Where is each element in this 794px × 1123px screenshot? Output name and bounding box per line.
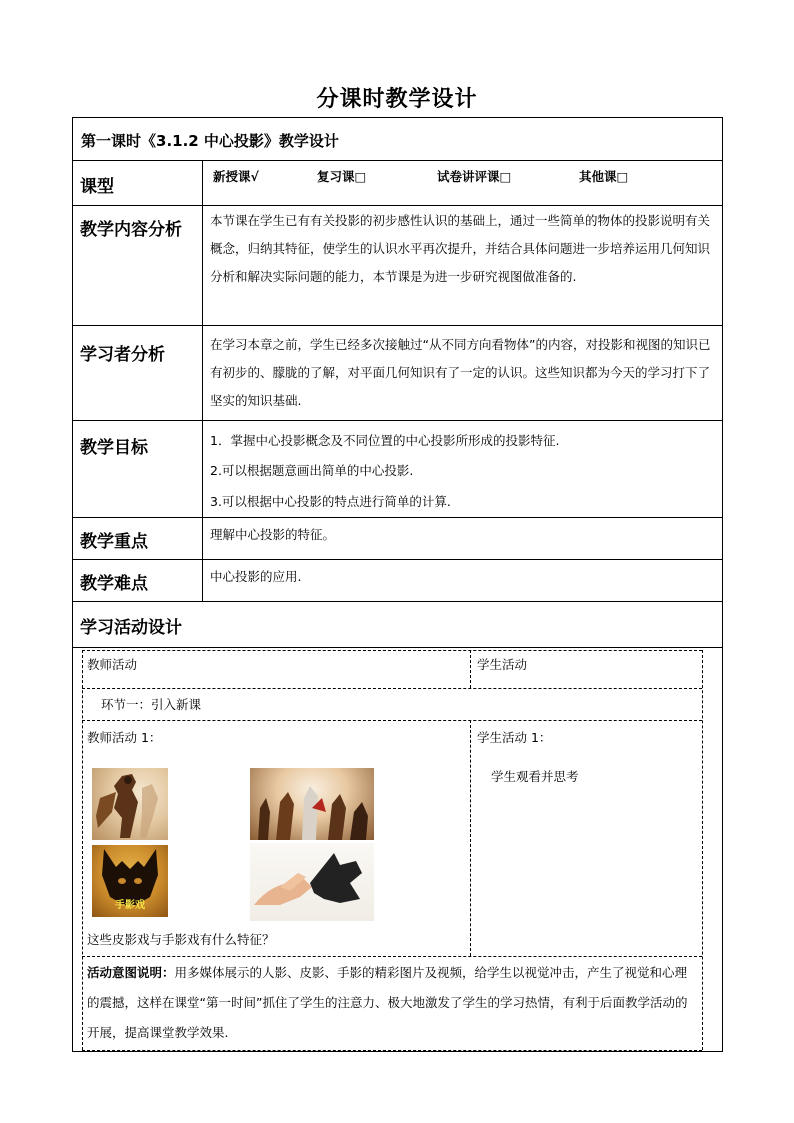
label-divider	[202, 160, 203, 601]
activity-question: 这些皮影戏与手影戏有什么特征？	[87, 932, 275, 947]
lesson-plan-table	[72, 117, 723, 1052]
divider	[73, 517, 722, 518]
page-title: 分课时教学设计	[316, 87, 478, 112]
divider	[73, 647, 722, 648]
divider	[73, 559, 722, 560]
shadow-puppet-image-1	[92, 768, 168, 840]
intent-label: 活动意图说明：	[87, 965, 175, 980]
teacher-activity-header: 教师活动	[87, 657, 138, 672]
option-exam-review-lesson: 试卷讲评课□	[437, 169, 512, 184]
option-new-lesson: 新授课√	[213, 169, 259, 184]
lesson-type-label: 课型	[80, 177, 114, 197]
hand-shadow-image-1	[92, 845, 168, 917]
intent-text: 用多媒体展示的人影、皮影、手影的精彩图片及视频，给学生以视觉冲击，产生了视觉和心理的震撼，这样在课堂“第一时间”抓住了学生的注意力、极大地激发了学生的学习热情，有利于后面教学活动的开展，提高课堂教学效果.	[87, 965, 688, 1040]
activity-title: 学习活动设计	[80, 618, 182, 638]
divider	[73, 325, 722, 326]
hand-shadow-image-2	[250, 843, 374, 921]
activity-intent	[87, 958, 697, 1048]
shadow-puppet-image-2	[250, 768, 374, 840]
dashed-border	[82, 956, 702, 957]
divider	[73, 205, 722, 206]
content-analysis-label: 教学内容分析	[80, 220, 182, 240]
dashed-border	[702, 650, 703, 1050]
dashed-border	[82, 720, 702, 721]
student-activity-1-label: 学生活动 1：	[477, 730, 552, 745]
goals-label: 教学目标	[80, 438, 148, 458]
divider	[73, 420, 722, 421]
student-activity-header: 学生活动	[477, 657, 528, 672]
hand-shadow-caption: 手影戏	[115, 900, 145, 911]
goal-item: 3.可以根据中心投影的特点进行简单的计算.	[210, 494, 451, 509]
lesson-header: 第一课时《3.1.2 中心投影》教学设计	[81, 132, 339, 150]
divider	[73, 160, 722, 161]
dashed-border	[82, 650, 83, 1050]
learner-analysis-label: 学习者分析	[80, 345, 165, 365]
student-activity-1-text: 学生观看并思考	[491, 769, 579, 784]
dashed-border	[470, 650, 471, 688]
option-other-lesson: 其他课□	[579, 169, 629, 184]
goal-item: 2.可以根据题意画出简单的中心投影.	[210, 463, 414, 478]
dashed-border	[82, 650, 702, 651]
divider	[73, 601, 722, 602]
dashed-border	[82, 1050, 702, 1051]
teacher-activity-1-label: 教师活动 1：	[87, 730, 162, 745]
option-review-lesson: 复习课□	[317, 169, 367, 184]
key-points-text: 理解中心投影的特征。	[210, 527, 336, 542]
learner-analysis-text: 在学习本章之前，学生已经多次接触过“从不同方向看物体”的内容，对投影和视图的知识已有初步的、朦胧的了解，对平面几何知识有了一定的认识。这些知识都为今天的学习打下了坚实的知识基础.	[210, 337, 711, 408]
dashed-border	[470, 720, 471, 956]
difficulties-label: 教学难点	[80, 574, 148, 594]
content-analysis-text: 本节课在学生已有有关投影的初步感性认识的基础上，通过一些简单的物体的投影说明有关概念，归纳其特征，使学生的认识水平再次提升，并结合具体问题进一步培养运用几何知识分析和解决实际问题的能力，本节课是为进一步研究视图做准备的.	[210, 213, 711, 284]
key-points-label: 教学重点	[80, 532, 148, 552]
section-intro: 环节一：引入新课	[101, 697, 202, 712]
dashed-border	[82, 688, 702, 689]
difficulties-text: 中心投影的应用.	[210, 569, 302, 584]
goal-item: 1．掌握中心投影概念及不同位置的中心投影所形成的投影特征.	[210, 433, 560, 448]
